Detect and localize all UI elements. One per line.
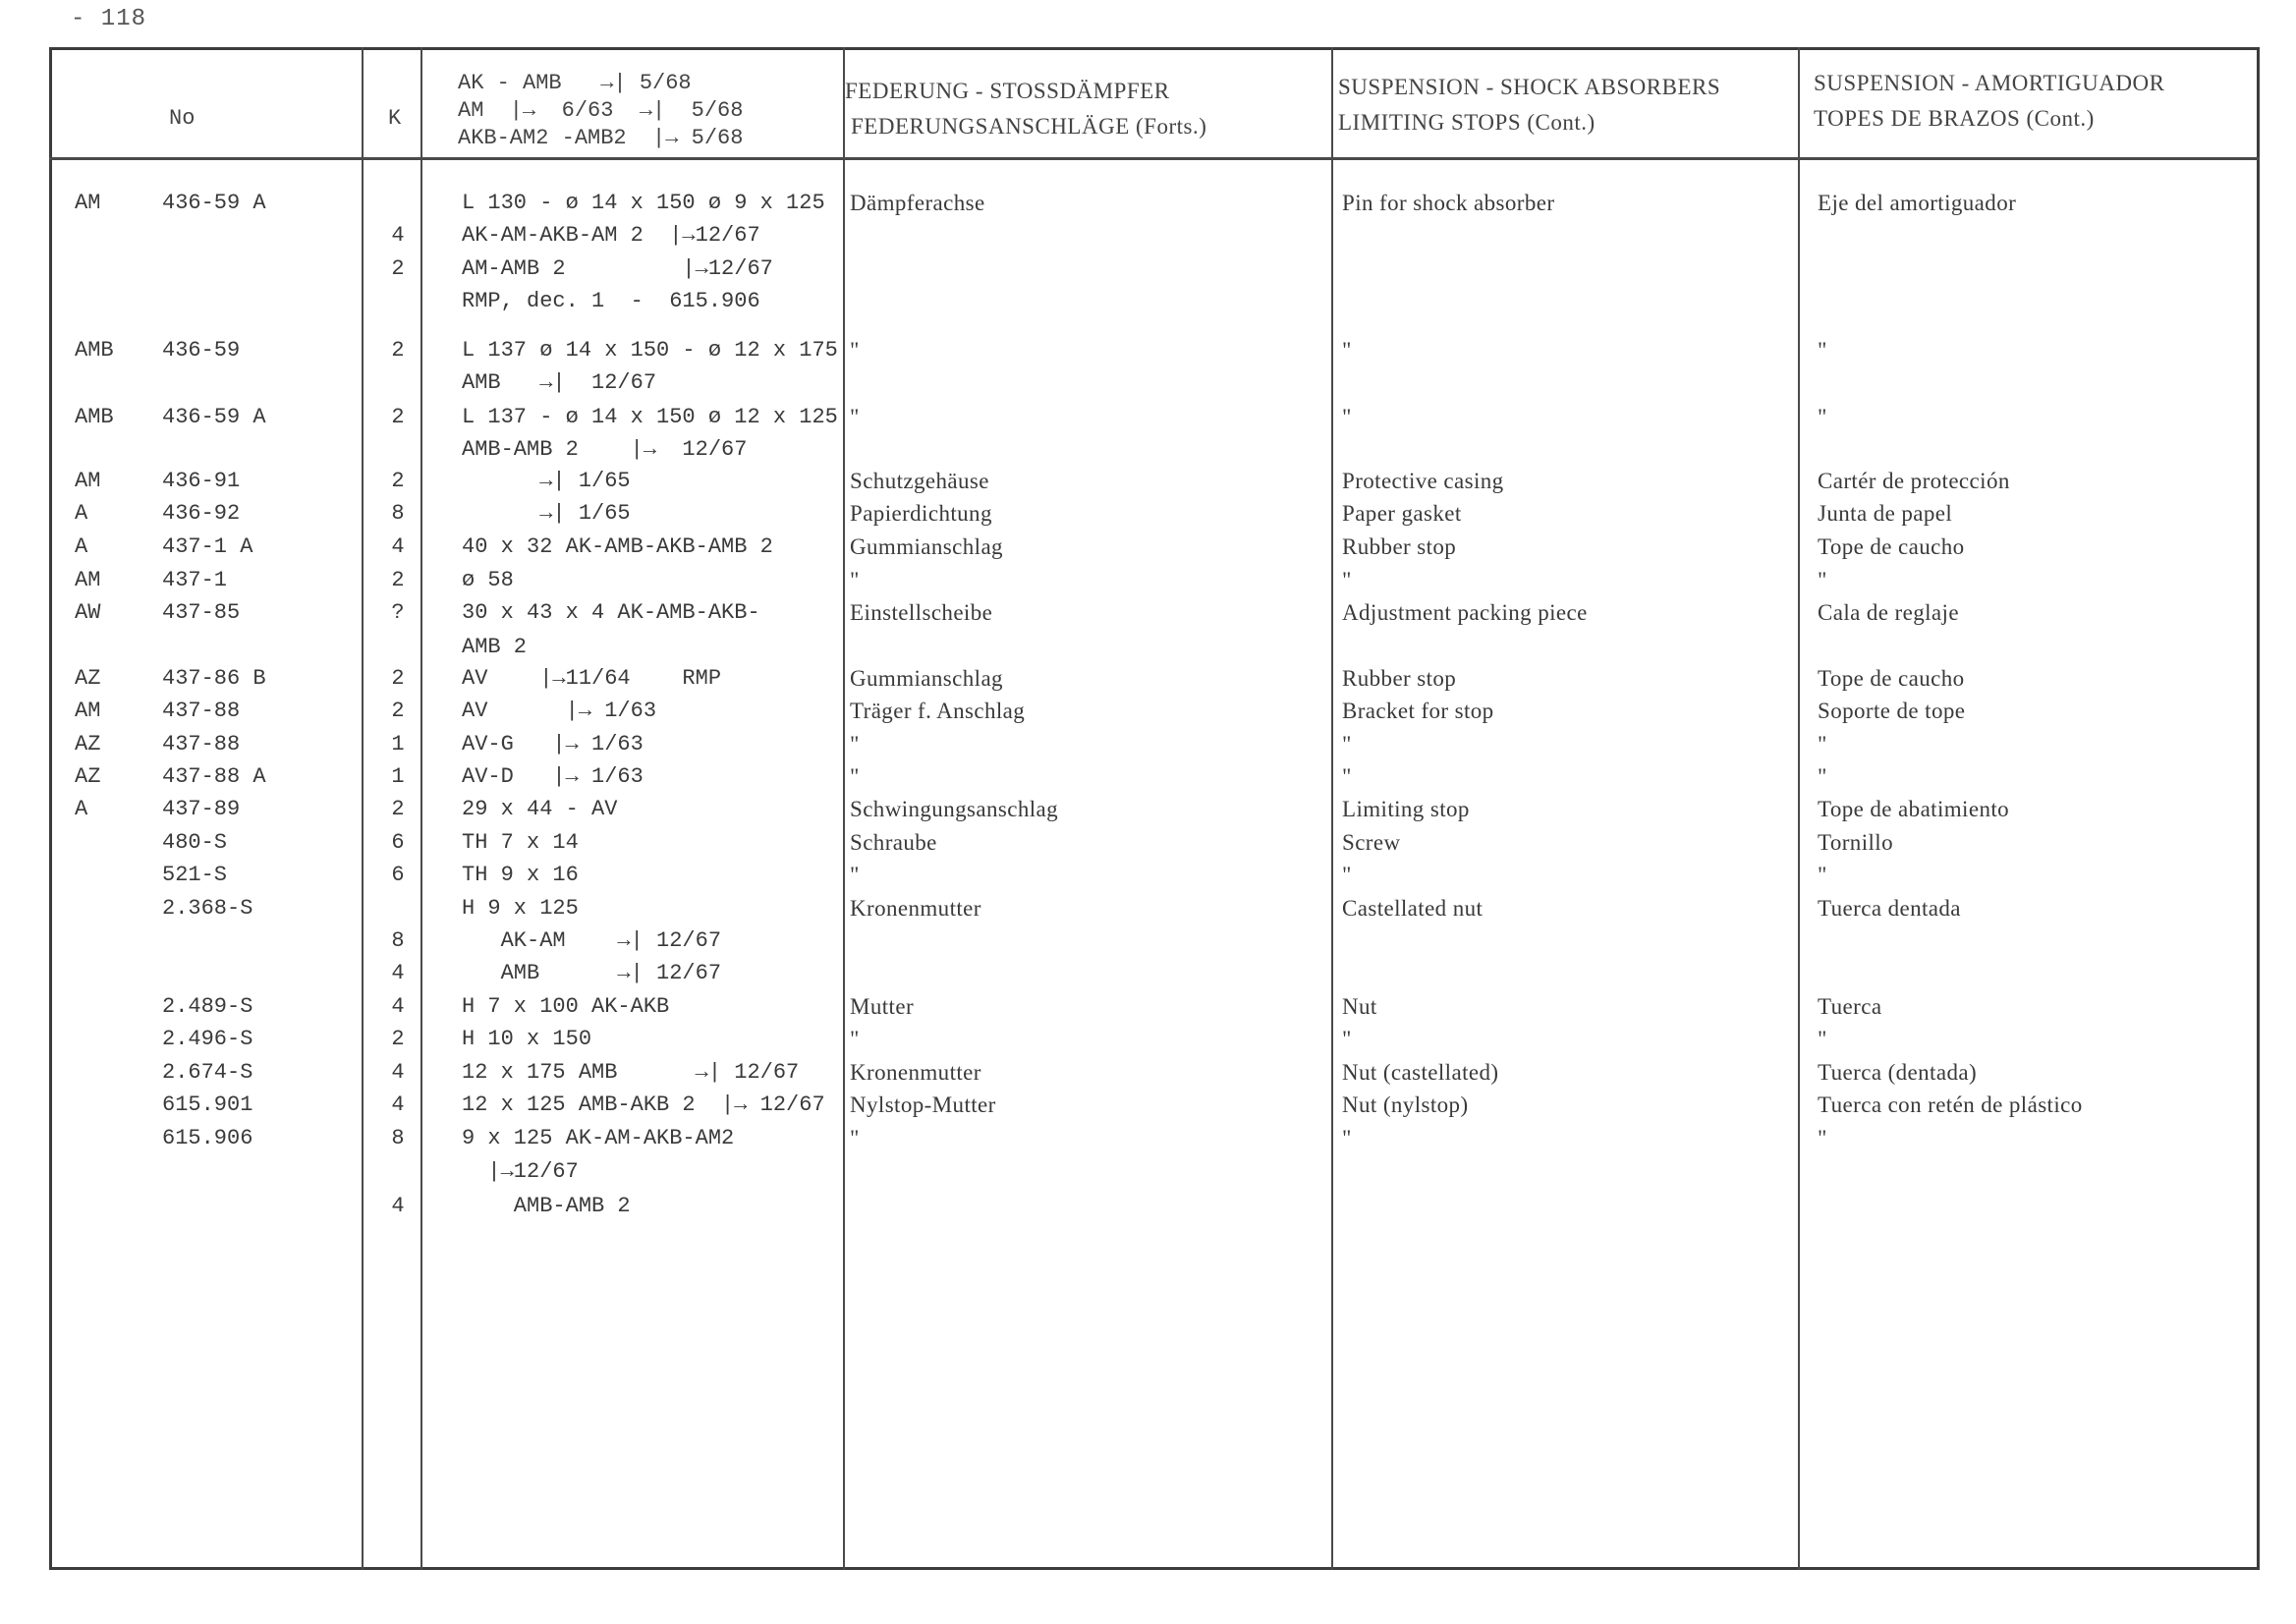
row-28-k-cell: 4	[391, 1092, 405, 1117]
row-13-k-cell: ?	[391, 600, 405, 625]
row-15-de-cell: Gummianschlag	[850, 666, 1003, 691]
row-25-en-cell: Nut	[1342, 994, 1377, 1019]
row-17-spec-cell: AV-G |→ 1/63	[462, 732, 644, 756]
row-15-spec-cell: AV |→11/64 RMP	[462, 666, 722, 691]
row-27-k-cell: 4	[391, 1060, 405, 1085]
row-19-es-cell: Tope de abatimiento	[1818, 797, 2010, 821]
row-2-spec-cell: AK-AM-AKB-AM 2 |→12/67	[462, 223, 760, 248]
row-22-spec-cell: H 9 x 125	[462, 896, 579, 921]
row-11-no-cell: 437-1 A	[162, 534, 253, 559]
page-number: - 118	[71, 6, 147, 32]
row-29-de-cell: "	[850, 1126, 860, 1150]
row-2-k-cell: 4	[391, 223, 405, 248]
row-28-en-cell: Nut (nylstop)	[1342, 1092, 1469, 1117]
row-9-de-cell: Schutzgehäuse	[850, 469, 989, 493]
row-9-spec-cell: →| 1/65	[462, 469, 631, 493]
row-18-no-cell: 437-88 A	[162, 764, 266, 789]
row-18-en-cell: "	[1342, 764, 1352, 789]
row-21-es-cell: "	[1818, 863, 1827, 887]
row-16-es-cell: Soporte de tope	[1818, 699, 1966, 723]
header-english-line-1: SUSPENSION - SHOCK ABSORBERS	[1338, 75, 1721, 99]
row-13-es-cell: Cala de reglaje	[1818, 600, 1959, 625]
row-20-en-cell: Screw	[1342, 830, 1401, 855]
header-k: K	[388, 106, 402, 131]
header-models-line-1: AK - AMB →| 5/68	[458, 71, 692, 95]
row-27-no-cell: 2.674-S	[162, 1060, 253, 1085]
row-15-no-cell: 437-86 B	[162, 666, 266, 691]
row-10-es-cell: Junta de papel	[1818, 501, 1953, 526]
row-18-model-cell: AZ	[75, 764, 101, 789]
row-29-en-cell: "	[1342, 1126, 1352, 1150]
row-25-spec-cell: H 7 x 100 AK-AKB	[462, 994, 670, 1019]
row-19-no-cell: 437-89	[162, 797, 241, 821]
row-27-es-cell: Tuerca (dentada)	[1818, 1060, 1978, 1085]
row-21-k-cell: 6	[391, 863, 405, 887]
row-5-en-cell: "	[1342, 338, 1352, 363]
row-26-es-cell: "	[1818, 1027, 1827, 1051]
row-9-k-cell: 2	[391, 469, 405, 493]
row-5-model-cell: AMB	[75, 338, 114, 363]
row-5-k-cell: 2	[391, 338, 405, 363]
row-5-no-cell: 436-59	[162, 338, 241, 363]
row-17-en-cell: "	[1342, 732, 1352, 756]
row-19-de-cell: Schwingungsanschlag	[850, 797, 1059, 821]
header-divider	[49, 157, 2260, 160]
header-no: No	[169, 106, 196, 131]
row-30-spec-cell: |→12/67	[462, 1159, 579, 1184]
row-26-no-cell: 2.496-S	[162, 1027, 253, 1051]
row-10-spec-cell: →| 1/65	[462, 501, 631, 526]
row-25-de-cell: Mutter	[850, 994, 914, 1019]
row-22-en-cell: Castellated nut	[1342, 896, 1484, 921]
row-19-en-cell: Limiting stop	[1342, 797, 1470, 821]
header-german-line-1: FEDERUNG - STOSSDÄMPFER	[845, 79, 1170, 103]
row-9-model-cell: AM	[75, 469, 101, 493]
row-4-spec-cell: RMP, dec. 1 - 615.906	[462, 289, 760, 313]
row-5-de-cell: "	[850, 338, 860, 363]
row-29-k-cell: 8	[391, 1126, 405, 1150]
row-9-es-cell: Cartér de protección	[1818, 469, 2010, 493]
row-10-no-cell: 436-92	[162, 501, 241, 526]
row-26-en-cell: "	[1342, 1027, 1352, 1051]
row-3-spec-cell: AM-AMB 2 |→12/67	[462, 256, 773, 281]
row-21-spec-cell: TH 9 x 16	[462, 863, 579, 887]
row-18-de-cell: "	[850, 764, 860, 789]
column-divider-models	[843, 47, 845, 1570]
row-11-spec-cell: 40 x 32 AK-AMB-AKB-AMB 2	[462, 534, 773, 559]
row-11-en-cell: Rubber stop	[1342, 534, 1457, 559]
header-spanish-line-2: TOPES DE BRAZOS (Cont.)	[1814, 106, 2095, 131]
row-13-model-cell: AW	[75, 600, 101, 625]
row-15-model-cell: AZ	[75, 666, 101, 691]
row-1-spec-cell: L 130 - ø 14 x 150 ø 9 x 125	[462, 191, 825, 215]
row-12-es-cell: "	[1818, 568, 1827, 592]
row-17-k-cell: 1	[391, 732, 405, 756]
row-16-k-cell: 2	[391, 699, 405, 723]
header-spanish-line-1: SUSPENSION - AMORTIGUADOR	[1814, 71, 2165, 95]
row-24-spec-cell: AMB →| 12/67	[462, 961, 722, 985]
header-models-line-3: AKB-AM2 -AMB2 |→ 5/68	[458, 126, 744, 150]
row-13-spec-cell: 30 x 43 x 4 AK-AMB-AKB-	[462, 600, 760, 625]
row-27-de-cell: Kronenmutter	[850, 1060, 981, 1085]
row-20-spec-cell: TH 7 x 14	[462, 830, 579, 855]
row-1-no-cell: 436-59 A	[162, 191, 266, 215]
row-7-model-cell: AMB	[75, 405, 114, 429]
row-7-en-cell: "	[1342, 405, 1352, 429]
row-14-spec-cell: AMB 2	[462, 635, 528, 659]
row-16-de-cell: Träger f. Anschlag	[850, 699, 1026, 723]
row-17-model-cell: AZ	[75, 732, 101, 756]
row-21-de-cell: "	[850, 863, 860, 887]
row-10-en-cell: Paper gasket	[1342, 501, 1462, 526]
header-english-line-2: LIMITING STOPS (Cont.)	[1338, 110, 1596, 135]
row-25-es-cell: Tuerca	[1818, 994, 1882, 1019]
row-25-k-cell: 4	[391, 994, 405, 1019]
row-1-es-cell: Eje del amortiguador	[1818, 191, 2017, 215]
row-20-de-cell: Schraube	[850, 830, 937, 855]
row-7-spec-cell: L 137 - ø 14 x 150 ø 12 x 125	[462, 405, 838, 429]
row-29-no-cell: 615.906	[162, 1126, 253, 1150]
row-28-spec-cell: 12 x 125 AMB-AKB 2 |→ 12/67	[462, 1092, 825, 1117]
row-20-k-cell: 6	[391, 830, 405, 855]
row-19-k-cell: 2	[391, 797, 405, 821]
row-20-es-cell: Tornillo	[1818, 830, 1893, 855]
row-28-no-cell: 615.901	[162, 1092, 253, 1117]
column-divider-k	[420, 47, 422, 1570]
header-german-line-2: FEDERUNGSANSCHLÄGE (Forts.)	[851, 114, 1207, 139]
column-divider-english	[1798, 47, 1800, 1570]
row-11-es-cell: Tope de caucho	[1818, 534, 1965, 559]
row-1-model-cell: AM	[75, 191, 101, 215]
row-25-no-cell: 2.489-S	[162, 994, 253, 1019]
row-16-model-cell: AM	[75, 699, 101, 723]
row-12-en-cell: "	[1342, 568, 1352, 592]
row-16-spec-cell: AV |→ 1/63	[462, 699, 657, 723]
row-10-k-cell: 8	[391, 501, 405, 526]
row-7-es-cell: "	[1818, 405, 1827, 429]
row-31-spec-cell: AMB-AMB 2	[462, 1194, 631, 1218]
row-13-no-cell: 437-85	[162, 600, 241, 625]
row-16-en-cell: Bracket for stop	[1342, 699, 1494, 723]
row-12-model-cell: AM	[75, 568, 101, 592]
row-10-de-cell: Papierdichtung	[850, 501, 992, 526]
row-18-spec-cell: AV-D |→ 1/63	[462, 764, 644, 789]
row-22-de-cell: Kronenmutter	[850, 896, 981, 921]
row-15-k-cell: 2	[391, 666, 405, 691]
row-13-de-cell: Einstellscheibe	[850, 600, 993, 625]
row-26-k-cell: 2	[391, 1027, 405, 1051]
row-26-spec-cell: H 10 x 150	[462, 1027, 592, 1051]
row-11-model-cell: A	[75, 534, 88, 559]
row-23-k-cell: 8	[391, 928, 405, 953]
row-21-en-cell: "	[1342, 863, 1352, 887]
column-divider-german	[1331, 47, 1333, 1570]
row-19-spec-cell: 29 x 44 - AV	[462, 797, 618, 821]
row-7-de-cell: "	[850, 405, 860, 429]
row-17-es-cell: "	[1818, 732, 1827, 756]
row-12-de-cell: "	[850, 568, 860, 592]
row-3-k-cell: 2	[391, 256, 405, 281]
row-15-es-cell: Tope de caucho	[1818, 666, 1965, 691]
row-12-no-cell: 437-1	[162, 568, 228, 592]
row-24-k-cell: 4	[391, 961, 405, 985]
row-28-es-cell: Tuerca con retén de plástico	[1818, 1092, 2083, 1117]
row-19-model-cell: A	[75, 797, 88, 821]
column-divider-no	[362, 47, 364, 1570]
row-7-k-cell: 2	[391, 405, 405, 429]
row-10-model-cell: A	[75, 501, 88, 526]
row-21-no-cell: 521-S	[162, 863, 228, 887]
row-15-en-cell: Rubber stop	[1342, 666, 1457, 691]
row-12-spec-cell: ø 58	[462, 568, 514, 592]
row-5-spec-cell: L 137 ø 14 x 150 - ø 12 x 175	[462, 338, 838, 363]
row-9-en-cell: Protective casing	[1342, 469, 1504, 493]
row-9-no-cell: 436-91	[162, 469, 241, 493]
row-31-k-cell: 4	[391, 1194, 405, 1218]
row-20-no-cell: 480-S	[162, 830, 228, 855]
row-5-es-cell: "	[1818, 338, 1827, 363]
row-28-de-cell: Nylstop-Mutter	[850, 1092, 996, 1117]
row-16-no-cell: 437-88	[162, 699, 241, 723]
row-17-de-cell: "	[850, 732, 860, 756]
row-7-no-cell: 436-59 A	[162, 405, 266, 429]
row-26-de-cell: "	[850, 1027, 860, 1051]
row-17-no-cell: 437-88	[162, 732, 241, 756]
row-22-es-cell: Tuerca dentada	[1818, 896, 1961, 921]
row-29-es-cell: "	[1818, 1126, 1827, 1150]
row-27-spec-cell: 12 x 175 AMB →| 12/67	[462, 1060, 800, 1085]
row-8-spec-cell: AMB-AMB 2 |→ 12/67	[462, 437, 748, 462]
row-1-en-cell: Pin for shock absorber	[1342, 191, 1555, 215]
row-22-no-cell: 2.368-S	[162, 896, 253, 921]
row-1-de-cell: Dämpferachse	[850, 191, 985, 215]
row-11-de-cell: Gummianschlag	[850, 534, 1003, 559]
row-11-k-cell: 4	[391, 534, 405, 559]
row-13-en-cell: Adjustment packing piece	[1342, 600, 1588, 625]
row-12-k-cell: 2	[391, 568, 405, 592]
row-27-en-cell: Nut (castellated)	[1342, 1060, 1499, 1085]
row-18-k-cell: 1	[391, 764, 405, 789]
row-18-es-cell: "	[1818, 764, 1827, 789]
row-6-spec-cell: AMB →| 12/67	[462, 370, 657, 395]
row-23-spec-cell: AK-AM →| 12/67	[462, 928, 722, 953]
row-29-spec-cell: 9 x 125 AK-AM-AKB-AM2	[462, 1126, 735, 1150]
header-models-line-2: AM |→ 6/63 →| 5/68	[458, 98, 744, 123]
